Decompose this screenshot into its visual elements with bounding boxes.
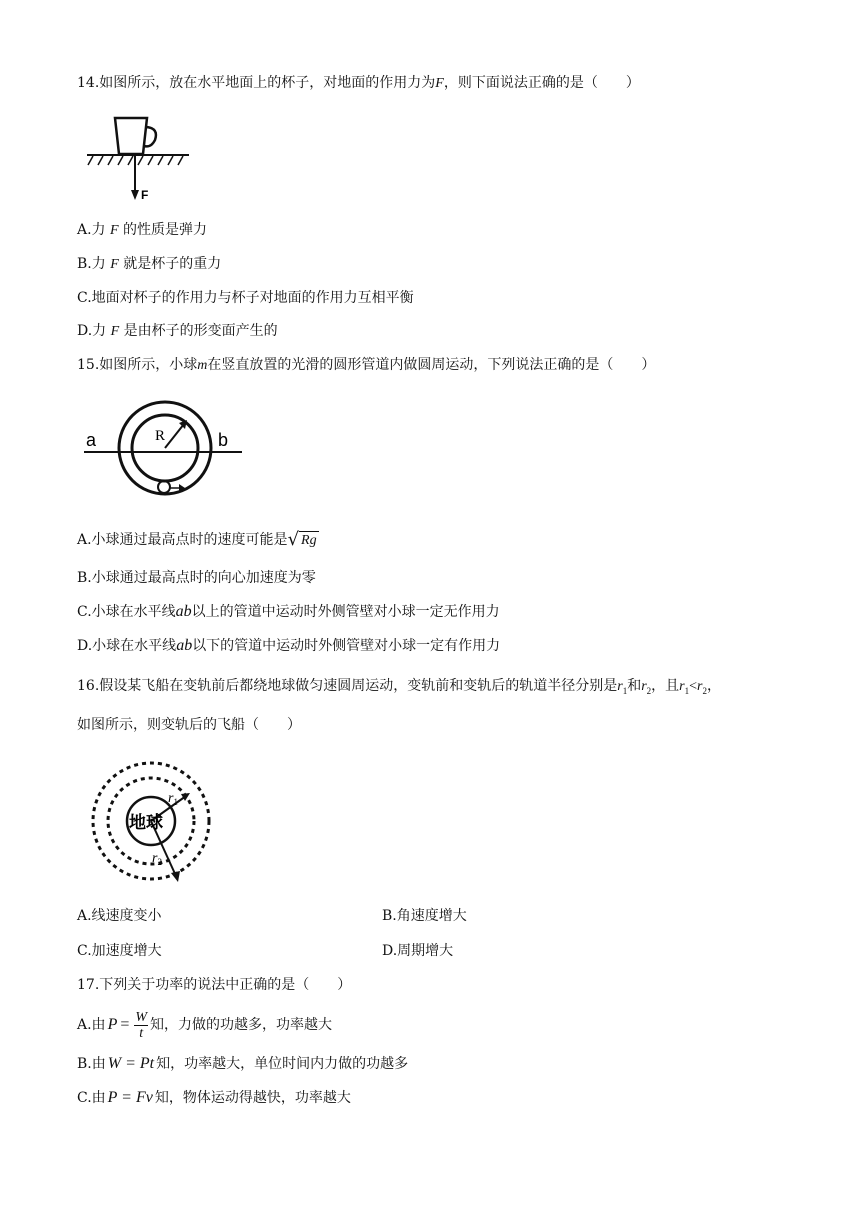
q16-earth-label: 地球: [129, 813, 163, 833]
q14-cup-figure: [85, 110, 195, 205]
q14-force-label: F: [141, 188, 149, 202]
q15-stem: 15.如图所示，小球m在竖直放置的光滑的圆形管道内做圆周运动，下列说法正确的是（ ）: [77, 357, 656, 373]
q17-option-c: C.由 P = Fv 知，物体运动得越快，功率越大: [77, 1089, 351, 1106]
q17-option-a: A.由 P = $\frac{W}{t}$ 知，力做的功越多，功率越大: [77, 1009, 333, 1041]
q14-option-b: B.力 F 就是杯子的重力: [77, 256, 222, 272]
q14-option-c: C.地面对杯子的作用力与杯子对地面的作用力互相平衡: [77, 290, 414, 306]
q15-option-b: B.小球通过最高点时的向心加速度为零: [77, 570, 316, 586]
q16-option-c: C.加速度增大: [77, 943, 162, 959]
q17-stem: 17.下列关于功率的说法中正确的是（ ）: [77, 977, 352, 993]
q17-option-b: B.由 W = Pt 知，功率越大，单位时间内力做的功越多: [77, 1055, 409, 1072]
q16-option-a: A.线速度变小: [77, 908, 162, 924]
q16-stem: 16.假设某飞船在变轨前后都绕地球做匀速圆周运动，变轨前和变轨后的轨道半径分别是$r_1$和$r_2$，且$r_1<r_2$，: [77, 678, 721, 696]
q16-option-d: D.周期增大: [382, 943, 454, 959]
q15-label-r: R: [155, 428, 166, 444]
q14-option-a: A.力 F 的性质是弹力: [77, 222, 208, 238]
q15-option-c: C.小球在水平线ab以上的管道中运动时外侧管壁对小球一定无作用力: [77, 603, 500, 620]
q16-r1-label: $r_1$: [168, 791, 178, 807]
q16-option-b: B.角速度增大: [382, 908, 467, 924]
q15-label-b: b: [218, 430, 229, 450]
q16-orbit-figure: [88, 758, 218, 888]
q15-tube-figure: [82, 398, 247, 503]
q14-option-d: D.力 F 是由杯子的形变面产生的: [77, 323, 278, 339]
q15-label-a: a: [86, 430, 97, 450]
q16-stem-line2: 如图所示，则变轨后的飞船（ ）: [77, 717, 301, 733]
q14-stem: 14.如图所示，放在水平地面上的杯子，对地面的作用力为F，则下面说法正确的是（ ）: [77, 75, 640, 91]
q15-option-a: A.小球通过最高点时的速度可能是√ Rg: [77, 529, 317, 550]
fraction-w-over-t: $\frac{W}{t}$: [135, 1009, 148, 1041]
q16-r2-label: $r_2$: [152, 851, 162, 867]
sqrt-sign: √: [287, 529, 300, 550]
q15-option-d: D.小球在水平线ab以下的管道中运动时外侧管壁对小球一定有作用力: [77, 637, 501, 654]
